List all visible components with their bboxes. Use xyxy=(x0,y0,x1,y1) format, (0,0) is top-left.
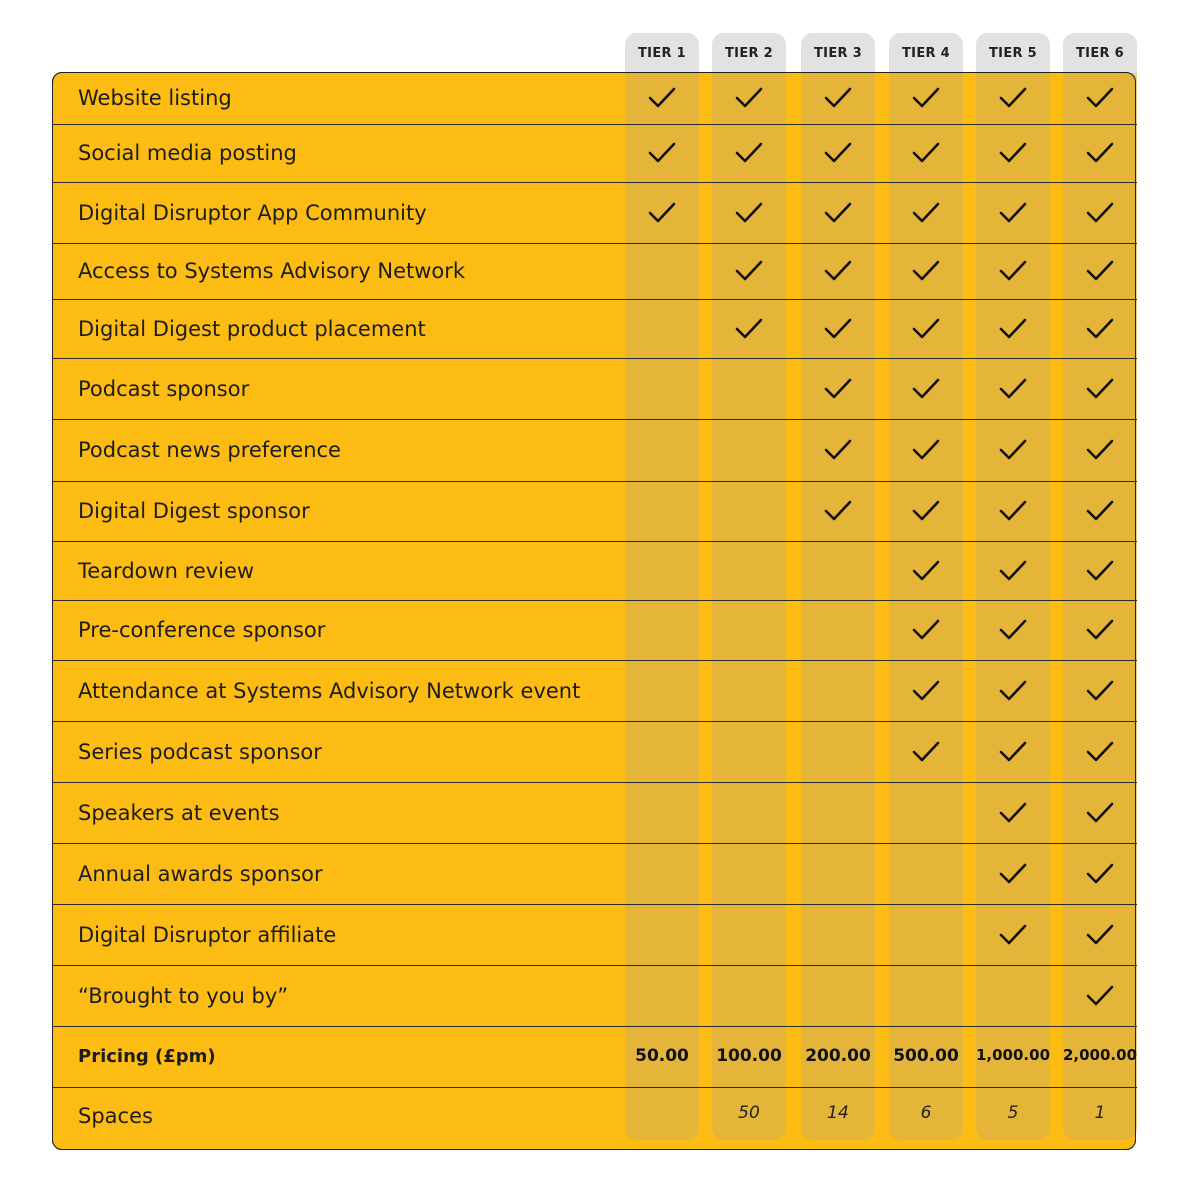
tier-price-6: 2,000.00 xyxy=(1062,1045,1138,1064)
check-icon xyxy=(647,85,677,111)
row-divider xyxy=(53,124,1137,125)
tier-price-5: 1,000.00 xyxy=(975,1045,1051,1064)
check-icon xyxy=(998,922,1028,948)
check-icon xyxy=(998,678,1028,704)
check-icon xyxy=(1085,200,1115,226)
check-icon xyxy=(1085,140,1115,166)
check-icon xyxy=(1085,498,1115,524)
feature-label: Digital Digest product placement xyxy=(78,316,426,341)
check-icon xyxy=(823,437,853,463)
feature-label: Pre-conference sponsor xyxy=(78,618,326,642)
feature-label: Podcast sponsor xyxy=(78,376,250,401)
check-icon xyxy=(1085,85,1115,111)
check-icon xyxy=(734,258,764,284)
check-icon xyxy=(1085,258,1115,284)
feature-label: Access to Systems Advisory Network xyxy=(78,259,466,283)
tier-header-2: TIER 2 xyxy=(712,33,786,73)
check-icon xyxy=(998,200,1028,226)
feature-label: Digital Disruptor affiliate xyxy=(78,922,337,947)
row-divider xyxy=(53,299,1137,300)
check-icon xyxy=(734,316,764,342)
check-icon xyxy=(823,140,853,166)
row-divider xyxy=(53,419,1137,420)
check-icon xyxy=(998,258,1028,284)
tier-spaces-4: 6 xyxy=(920,1102,932,1123)
pricing-label: Pricing (£pm) xyxy=(78,1045,216,1067)
row-divider xyxy=(53,358,1137,359)
feature-label: Teardown review xyxy=(78,558,255,583)
check-icon xyxy=(998,376,1028,402)
check-icon xyxy=(1085,558,1115,584)
check-icon xyxy=(1085,678,1115,704)
check-icon xyxy=(911,376,941,402)
check-icon xyxy=(998,437,1028,463)
check-icon xyxy=(823,258,853,284)
check-icon xyxy=(734,200,764,226)
feature-label: Series podcast sponsor xyxy=(78,739,322,764)
check-icon xyxy=(1085,739,1115,765)
check-icon xyxy=(647,140,677,166)
tier-price-4: 500.00 xyxy=(893,1045,959,1066)
check-icon xyxy=(911,316,941,342)
check-icon xyxy=(911,617,941,643)
check-icon xyxy=(998,861,1028,887)
check-icon xyxy=(911,437,941,463)
check-icon xyxy=(823,376,853,402)
tier-price-3: 200.00 xyxy=(805,1045,871,1066)
check-icon xyxy=(911,739,941,765)
check-icon xyxy=(823,316,853,342)
tier-header-3: TIER 3 xyxy=(801,33,875,73)
check-icon xyxy=(998,800,1028,826)
row-divider xyxy=(53,600,1137,601)
check-icon xyxy=(823,85,853,111)
check-icon xyxy=(734,140,764,166)
spaces-label: Spaces xyxy=(78,1103,153,1128)
check-icon xyxy=(911,558,941,584)
row-divider xyxy=(53,1026,1137,1027)
check-icon xyxy=(1085,861,1115,887)
check-icon xyxy=(911,678,941,704)
check-icon xyxy=(998,558,1028,584)
feature-label: Website listing xyxy=(78,86,232,110)
check-icon xyxy=(1085,316,1115,342)
check-icon xyxy=(823,200,853,226)
check-icon xyxy=(1085,376,1115,402)
check-icon xyxy=(998,140,1028,166)
check-icon xyxy=(823,498,853,524)
feature-label: Social media posting xyxy=(78,141,297,165)
check-icon xyxy=(911,140,941,166)
tier-spaces-6: 1 xyxy=(1094,1102,1106,1123)
row-divider xyxy=(53,721,1137,722)
check-icon xyxy=(1085,983,1115,1009)
tier-price-2: 100.00 xyxy=(716,1045,782,1066)
check-icon xyxy=(998,739,1028,765)
row-divider xyxy=(53,182,1137,183)
check-icon xyxy=(998,498,1028,524)
check-icon xyxy=(911,200,941,226)
check-icon xyxy=(1085,617,1115,643)
feature-label: Digital Digest sponsor xyxy=(78,499,310,523)
check-icon xyxy=(911,85,941,111)
feature-label: Speakers at events xyxy=(78,800,280,825)
feature-label: Digital Disruptor App Community xyxy=(78,200,427,225)
row-divider xyxy=(53,481,1137,482)
tier-price-1: 50.00 xyxy=(635,1045,689,1066)
tier-spaces-5: 5 xyxy=(1007,1102,1019,1123)
check-icon xyxy=(734,85,764,111)
tier-header-6: TIER 6 xyxy=(1063,33,1137,73)
row-divider xyxy=(53,541,1137,542)
row-divider xyxy=(53,782,1137,783)
check-icon xyxy=(647,200,677,226)
feature-label: Podcast news preference xyxy=(78,438,341,462)
check-icon xyxy=(911,258,941,284)
feature-label: “Brought to you by” xyxy=(78,983,289,1008)
row-divider xyxy=(53,904,1137,905)
row-divider xyxy=(53,1087,1137,1088)
feature-label: Annual awards sponsor xyxy=(78,861,323,886)
check-icon xyxy=(998,316,1028,342)
row-divider xyxy=(53,965,1137,966)
check-icon xyxy=(1085,437,1115,463)
row-divider xyxy=(53,843,1137,844)
check-icon xyxy=(1085,922,1115,948)
tier-spaces-2: 50 xyxy=(738,1102,760,1123)
check-icon xyxy=(1085,800,1115,826)
tier-header-5: TIER 5 xyxy=(976,33,1050,73)
tier-spaces-3: 14 xyxy=(827,1102,849,1123)
feature-label: Attendance at Systems Advisory Network event xyxy=(78,678,581,703)
tier-header-1: TIER 1 xyxy=(625,33,699,73)
check-icon xyxy=(998,617,1028,643)
row-divider xyxy=(53,660,1137,661)
row-divider xyxy=(53,243,1137,244)
check-icon xyxy=(911,498,941,524)
check-icon xyxy=(998,85,1028,111)
tier-header-4: TIER 4 xyxy=(889,33,963,73)
